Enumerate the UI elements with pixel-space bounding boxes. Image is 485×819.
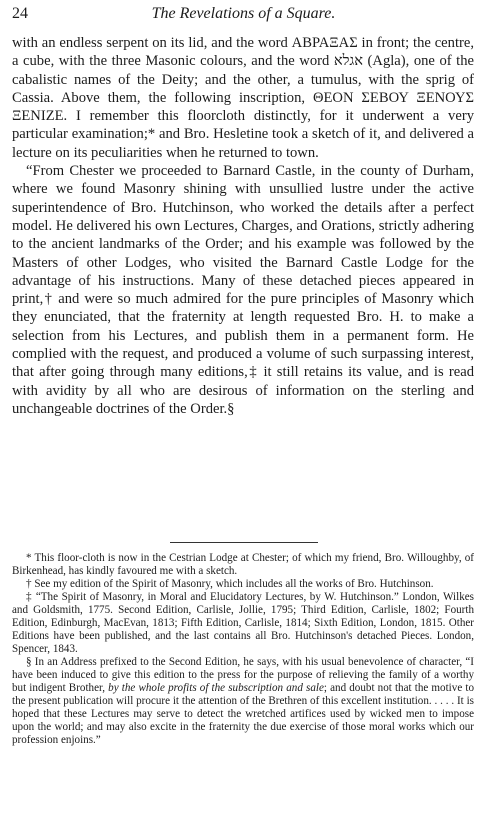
footnote-section-italic: by the whole profits of the subscription and sale (108, 682, 324, 694)
running-title: The Revelations of a Square. (151, 5, 336, 22)
paragraph-2: “From Chester we proceeded to Barnard Castle, in the county of Durham, where we found Masonry shining with unsullied lustre under the active superintendence of Bro. Hutchinson, who worked the details after a perfect model. He delivered his own Lectures, Charges, and Orations, strictly adhering to the ancient landmarks of the Order; and his example was followed by the Masters of other Lodges, who visited the Barnard Castle Lodge for the advantage of his instructions. Many of these detached pieces appeared in print,† and were so much admired for the pure principles of Masonry which they enunciated, that the fraternity at length requested Bro. H. to make a selection from his Lectures, and publish them in a permanent form. He complied with the request, and produced a volume of such surpassing interest, that after going through many editions,‡ it still retains its value, and is read with avidity by all who are desirous of information on the sterling and unchangeable doctrines of the Order.§ (12, 163, 474, 417)
paragraph-1: with an endless serpent on its lid, and the word ΑΒΡΑΞΑΣ in front; the centre, a cube, with the three Masonic colours, and the word אגלא (Agla), one of the cabalistic names of the Deity; and the other, a tumulus, with the sprig of Cassia. Above them, the following inscription, ΘΕΟΝ ΣΕΒΟΥ ΞΕΝΟΥΣ ΞΕΝΙΖΕ. I remember this floorcloth distinctly, for it underwent a very particular examination;* and Bro. Hesletine took a sketch of it, and delivered a lecture on its peculiarities when he returned to town. (12, 35, 474, 161)
footnote-section-start: § In an Address prefixed to the Second Edition, he says, with his usual benevolence of character, “I have been induced to give this edition to the press for the purpose of relieving the family of a worthy but indigent Brother, (12, 656, 474, 694)
footnotes (12, 552, 474, 747)
footnote-divider (170, 542, 318, 543)
page-number: 24 (12, 5, 28, 22)
page-header (12, 5, 475, 25)
body-text (12, 34, 474, 418)
footnote-star: * This floor-cloth is now in the Cestrian Lodge at Chester; of which my friend, Bro. Willoughby, of Birkenhead, has kindly favoured me with a sketch. (12, 552, 474, 577)
footnote-section (12, 656, 474, 747)
footnote-double-dagger: ‡ “The Spirit of Masonry, in Moral and Elucidatory Lectures, by W. Hutchinson.” London, Wilkes and Goldsmith, 1775. Second Edition, Carlisle, Jollie, 1795; Third Edition, Carlisle, 1802; Fourth Edition, Edinburgh, MacEvan, 1813; Fifth Edition, Carlisle, 1814; Sixth Edition, London, 1815. Other Editions have been published, and the last contains all Bro. Hutchinson's detached Pieces. London, Spencer, 1843. (12, 591, 474, 655)
footnote-dagger: † See my edition of the Spirit of Masonry, which includes all the works of Bro. Hutchinson. (26, 578, 434, 590)
footnote-section-end: ; and doubt not that the motive to the present publication will procure it the attention of the Brethren of this excellent institution. . . . . It is hoped that these Lectures may serve to detect the wretched artifices used by wicked men to impose upon the world; and may also excite in the fraternity the due exercise of those moral works which our profession enjoins.” (12, 682, 475, 746)
